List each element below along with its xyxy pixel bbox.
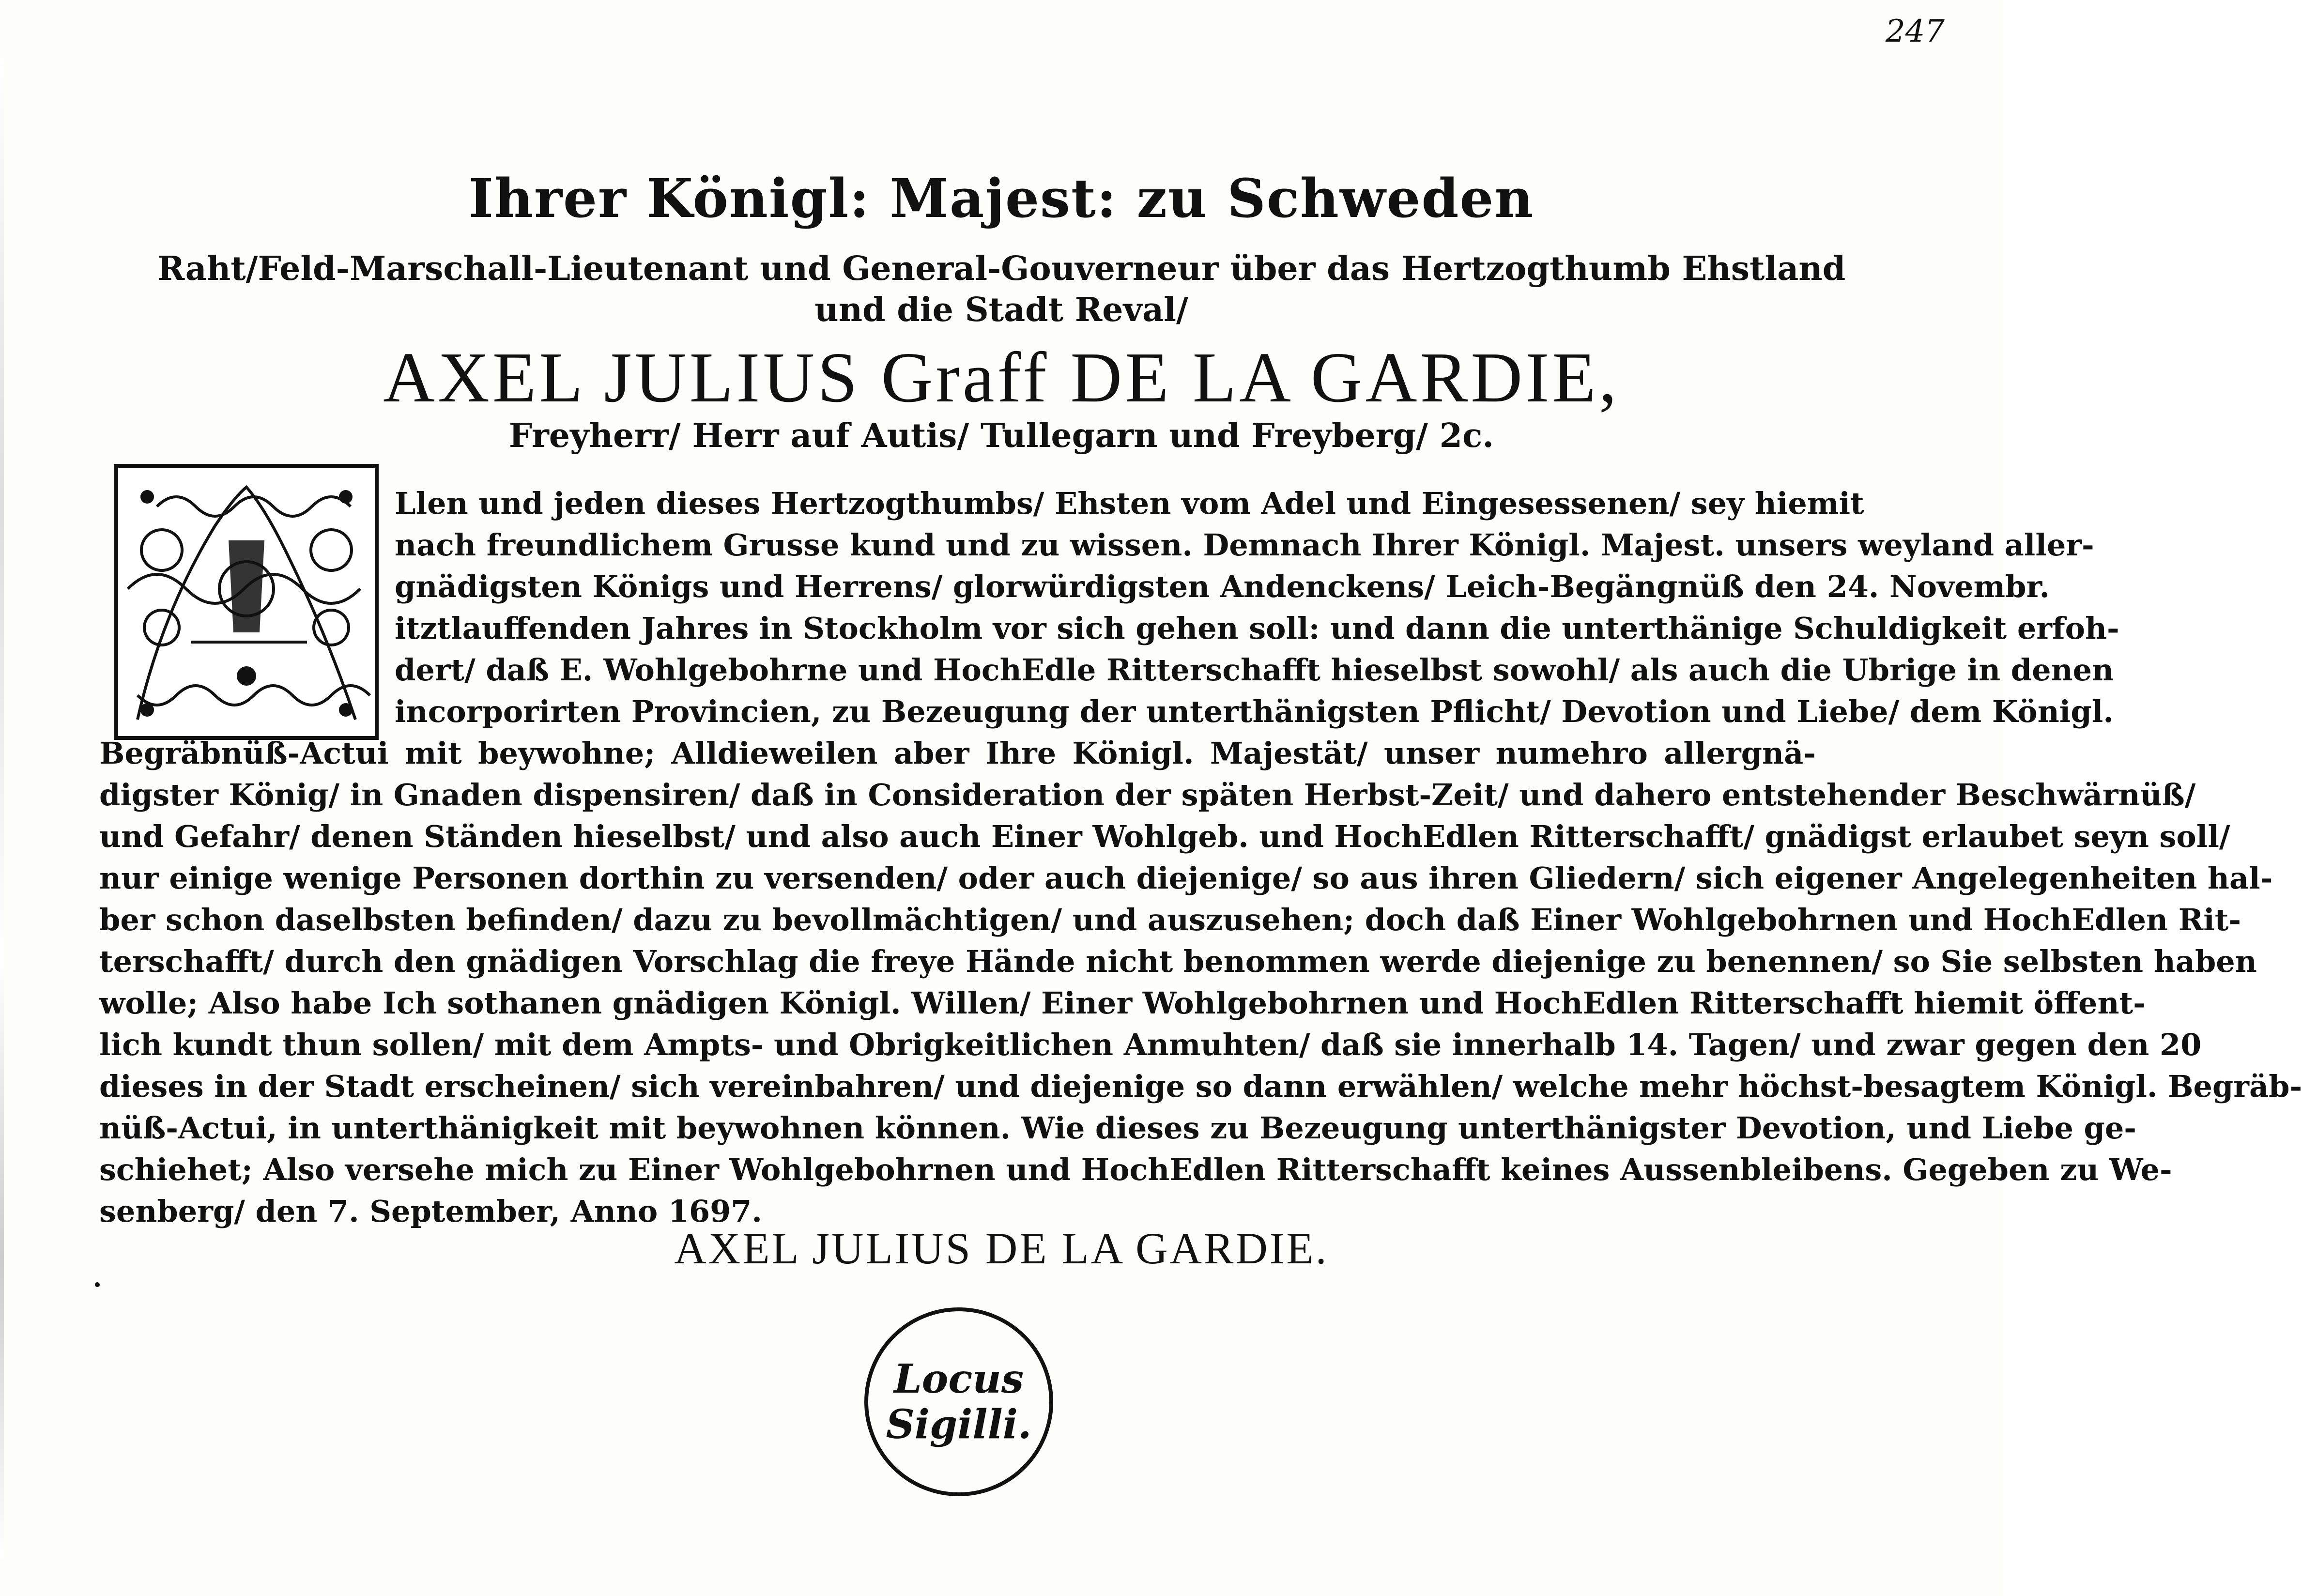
body-line: digster König/ in Gnaden dispensiren/ daß in Consideration der späten Herbst-Zeit/ und dahero entstehender Beschwärnüß/	[99, 777, 2196, 813]
decorated-initial-a	[114, 464, 379, 740]
body-line: senberg/ den 7. September, Anno 1697.	[99, 1194, 762, 1229]
body-line: dieses in der Stadt erscheinen/ sich vereinbahren/ und diejenige so dann erwählen/ welche mehr höchst-besagtem Königl. Begräb-	[99, 1069, 2302, 1104]
seal-line-1: Locus	[893, 1355, 1024, 1402]
body-line: dert/ daß E. Wohlgebohrne und HochEdle Ritterschafft hieselbst sowohl/ als auch die Ubrige in denen	[395, 652, 2114, 688]
body-line: Llen und jeden dieses Hertzogthumbs/ Ehsten vom Adel und Eingesessenen/ sey hiemit	[395, 486, 1864, 521]
body-line: nüß-Actui, in unterthänigkeit mit beywohnen können. Wie dieses zu Bezeugung unterthänigster Devotion, und Liebe ge-	[99, 1110, 2137, 1146]
folio-number: 247	[1885, 14, 1945, 49]
body-line: gnädigsten Königs und Herrens/ glorwürdigsten Andenckens/ Leich-Begängnüß den 24. Novembr.	[395, 569, 2050, 604]
body-line: ber schon daselbsten befinden/ dazu zu bevollmächtigen/ und auszusehen; doch daß Einer Wohlgebohrnen und HochEdlen Rit-	[99, 902, 2241, 937]
body-line: wolle; Also habe Ich sothanen gnädigen Königl. Willen/ Einer Wohlgebohrnen und HochEdlen Ritterschafft hiemit öffent-	[99, 985, 2146, 1021]
body-line: lich kundt thun sollen/ mit dem Ampts- und Obrigkeitlichen Anmuhten/ daß sie innerhalb 14. Tagen/ und zwar gegen den 20	[99, 1027, 2202, 1062]
header-name: AXEL JULIUS Graff DE LA GARDIE,	[383, 338, 1620, 417]
body-line: itztlauffenden Jahres in Stockholm vor sich gehen soll: und dann die unterthänige Schuldigkeit erfoh-	[395, 611, 2119, 646]
header-line-2: Raht/Feld-Marschall-Lieutenant und General-Gouverneur über das Hertzogthumb Ehstland	[157, 249, 1846, 288]
body-line: nur einige wenige Personen dorthin zu versenden/ oder auch diejenige/ so aus ihren Gliedern/ sich eigener Angelegenheiten hal-	[99, 860, 2273, 896]
header-line-1: Ihrer Königl: Majest: zu Schweden	[468, 167, 1535, 230]
body-line: Begräbnüß-Actui mit beywohne; Alldieweilen aber Ihre Königl. Majestät/ unser numehro allergnä-	[99, 736, 1816, 771]
ornament-initial-icon	[118, 468, 375, 736]
header-titles: Freyherr/ Herr auf Autis/ Tullegarn und Freyberg/ 2c.	[508, 416, 1494, 455]
header-line-3: und die Stadt Reval/	[814, 291, 1188, 329]
body-line: terschafft/ durch den gnädigen Vorschlag die freye Hände nicht benommen werde diejenige zu benennen/ so Sie selbsten haben	[99, 944, 2257, 979]
signature-line: AXEL JULIUS DE LA GARDIE.	[674, 1224, 1329, 1273]
body-line: schiehet; Also versehe mich zu Einer Wohlgebohrnen und HochEdlen Ritterschafft keines Aussenbleibens. Gegeben zu We-	[99, 1152, 2172, 1187]
body-line: und Gefahr/ denen Ständen hieselbst/ und also auch Einer Wohlgeb. und HochEdlen Ritterschafft/ gnädigst erlaubet seyn soll/	[99, 819, 2230, 854]
seal-line-2: Sigilli.	[886, 1401, 1032, 1448]
body-line: incorporirten Provincien, zu Bezeugung der unterthänigsten Pflicht/ Devotion und Liebe/ dem Königl.	[395, 694, 2114, 729]
seal-stamp	[864, 1307, 1053, 1496]
body-line: nach freundlichem Grusse kund und zu wissen. Demnach Ihrer Königl. Majest. unsers weyland aller-	[395, 527, 2094, 563]
ink-dot	[95, 1282, 100, 1287]
